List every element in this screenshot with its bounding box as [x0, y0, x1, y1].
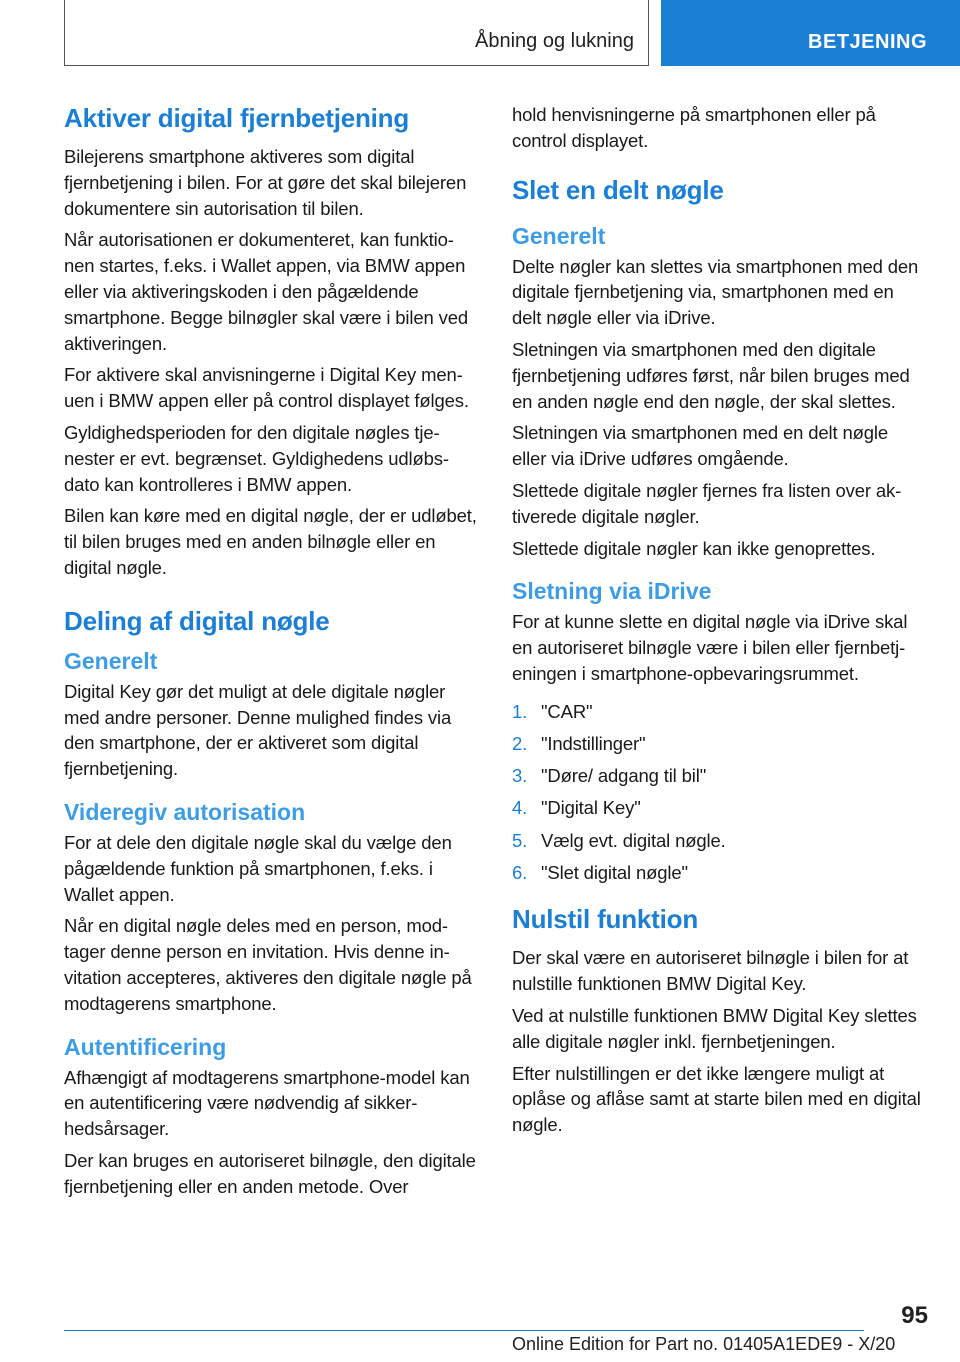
paragraph: Der skal være en autoriseret bilnøgle i bilen for at nulstille funktionen BMW Digital Key. [512, 947, 909, 995]
subheading-general: Generelt [512, 222, 606, 249]
step-text: Vælg evt. digital nøgle. [541, 829, 726, 851]
paragraph: Gyldighedsperioden for den digitale nøgles tjenester er evt. begrænset. Gyldighedens udløbsdato kan kontrolleres i BMW appen. [64, 421, 450, 495]
step-number: 3. [512, 765, 528, 787]
paragraph: Sletningen via smartphonen med en delt nøgle eller via iDrive udføres omgående. [512, 422, 888, 470]
list-item [512, 860, 926, 886]
step-text: "Døre/ adgang til bil" [541, 765, 707, 787]
paragraph: Når en digital nøgle deles med en person, modtager denne person en invitation. Hvis denne invitation accepteres, aktiveres den digitale nøgle på modtagerens smartphone. [64, 915, 472, 1014]
paragraph: Efter nulstillingen er det ikke længere muligt at oplåse og aflåse samt at starte bilen med en digital nøgle. [512, 1062, 921, 1136]
paragraph: Sletningen via smartphonen med den digitale fjernbetjening udføres først, når bilen bruges med en anden nøgle end den nøgle, der skal slettes. [512, 338, 910, 412]
header-chapter-label: BETJENING [808, 31, 927, 53]
paragraph: Ved at nulstille funktionen BMW Digital Key slettes alle digitale nøgler inkl. fjernbetjeningen. [512, 1005, 917, 1052]
step-number: 1. [512, 700, 528, 722]
step-text: "CAR" [541, 700, 593, 722]
paragraph: Der kan bruges en autoriseret bilnøgle, den digitale fjernbetjening eller en anden metode. Over [64, 1149, 476, 1197]
footer-divider [64, 1330, 864, 1331]
header-section-title: Åbning og lukning [474, 30, 634, 52]
subheading-authentication: Autentificering [64, 1033, 227, 1060]
page-number: 95 [901, 1302, 928, 1329]
step-number: 6. [512, 861, 528, 883]
paragraph: Slettede digitale nøgler fjernes fra listen over aktiverede digitale nøgler. [512, 479, 902, 527]
paragraph: Digital Key gør det muligt at dele digitale nøgler med andre personer. Denne mulighed findes via den smartphone, der er aktiveret som digital fjernbetjening. [64, 680, 452, 780]
right-column [512, 102, 926, 1144]
heading-delete-shared-key: Slet en delt nøgle [512, 174, 724, 205]
subheading-forward-authorization: Videregiv autorisation [64, 798, 306, 825]
header-chapter-tab [661, 0, 960, 66]
list-item [512, 731, 926, 757]
paragraph: For aktivere skal anvisningerne i Digital Key menuen i BMW appen eller på control displayet følges. [64, 364, 469, 412]
step-number: 4. [512, 797, 528, 819]
heading-sharing-digital-key: Deling af digital nøgle [64, 605, 330, 636]
step-text: "Digital Key" [541, 797, 641, 819]
step-text: "Indstillinger" [541, 732, 646, 754]
step-number: 5. [512, 829, 528, 851]
subheading-general: Generelt [64, 647, 158, 674]
footer-edition-text: Online Edition for Part no. 01405A1EDE9 - X/20 [512, 1334, 896, 1354]
list-item [512, 828, 926, 854]
paragraph: Bilejerens smartphone aktiveres som digital fjernbetjening i bilen. For at gøre det skal bilejeren dokumentere sin autorisation til bilen. [64, 146, 467, 219]
paragraph: Slettede digitale nøgler kan ikke genoprettes. [512, 537, 876, 559]
paragraph: Delte nøgler kan slettes via smartphonen med den digitale fjernbetjening via, smartphonen med en delt nøgle eller via iDrive. [512, 255, 919, 329]
paragraph-continued: hold henvisningerne på smartphonen eller på control displayet. [512, 104, 876, 151]
paragraph: Når autorisationen er dokumenteret, kan funktionen startes, f.eks. i Wallet appen, via BMW appen eller via aktiveringskoden i den pågældende smartphone. Begge bilnøgler skal være i bilen ved aktiveringen. [64, 229, 468, 354]
paragraph: Bilen kan køre med en digital nøgle, der er udløbet, til bilen bruges med en anden bilnøgle eller en digital nøgle. [64, 505, 477, 578]
paragraph: Afhængigt af modtagerens smartphone-model kan en autentificering være nødvendig af sikkerhedsårsager. [64, 1066, 470, 1140]
header-section-box [64, 0, 649, 66]
step-text: "Slet digital nøgle" [541, 861, 688, 883]
list-item [512, 699, 926, 725]
subheading-delete-via-idrive: Sletning via iDrive [512, 578, 712, 605]
list-item [512, 795, 926, 821]
paragraph: For at kunne slette en digital nøgle via iDrive skal en autoriseret bilnøgle være i bilen eller fjernbetjeningen i smartphone-opbevaringsrummet. [512, 611, 908, 684]
left-column [64, 102, 478, 1206]
heading-activate-digital-remote: Aktiver digital fjernbetjening [64, 103, 410, 133]
step-number: 2. [512, 732, 528, 754]
paragraph: For at dele den digitale nøgle skal du vælge den pågældende funktion på smartphonen, f.eks. i Wallet appen. [64, 831, 452, 905]
heading-reset-function: Nulstil funktion [512, 904, 698, 935]
list-item [512, 763, 926, 789]
idrive-steps-list [512, 699, 926, 886]
